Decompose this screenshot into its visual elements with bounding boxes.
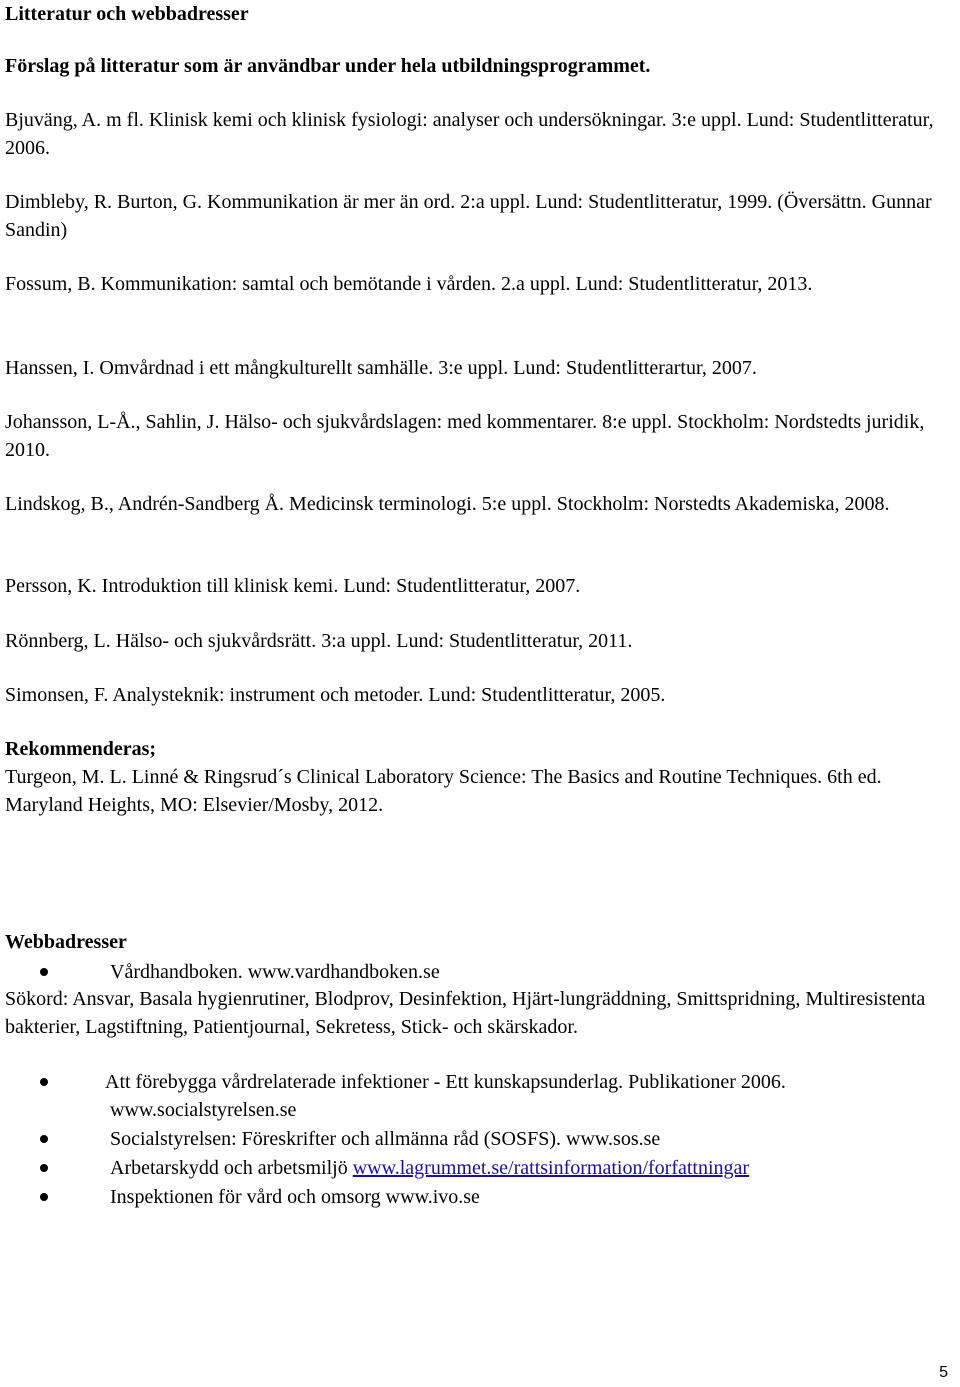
bullet-icon — [40, 968, 48, 976]
search-words: Sökord: Ansvar, Basala hygienrutiner, Blodprov, Desinfektion, Hjärt-lungräddning, Smittspridning, Multiresistenta bakterier, Lagstiftning, Patientjournal, Sekretess, Stick- och skärskador. — [5, 988, 926, 1038]
reference-item: Persson, K. Introduktion till klinisk kemi. Lund: Studentlitteratur, 2007. — [5, 575, 581, 597]
bullet-icon — [40, 1135, 48, 1143]
reference-item: Lindskog, B., Andrén-Sandberg Å. Medicinsk terminologi. 5:e uppl. Stockholm: Norstedts Akademiska, 2008. — [5, 493, 890, 515]
recommended-heading: Rekommenderas; — [5, 738, 157, 760]
bullet-icon — [40, 1193, 48, 1201]
web-item-text — [110, 1154, 955, 1182]
web-heading: Webbadresser — [5, 931, 127, 953]
web-list-item — [0, 1154, 955, 1182]
web-item-text: Inspektionen för vård och omsorg www.ivo.se — [110, 1186, 480, 1208]
recommended-reference: Turgeon, M. L. Linné & Ringsrud´s Clinical Laboratory Science: The Basics and Routine Techniques. 6th ed. Maryland Heights, MO: Elsevier/Mosby, 2012. — [5, 766, 882, 816]
page-title: Litteratur och webbadresser — [5, 3, 249, 25]
web-list-item — [0, 1068, 955, 1124]
bullet-icon — [40, 1164, 48, 1172]
reference-item: Simonsen, F. Analysteknik: instrument och metoder. Lund: Studentlitteratur, 2005. — [5, 684, 666, 706]
page-number: 5 — [939, 1364, 948, 1381]
reference-item: Hanssen, I. Omvårdnad i ett mångkulturellt samhälle. 3:e uppl. Lund: Studentlitterartur, 2007. — [5, 357, 757, 379]
lagrummet-link[interactable]: www.lagrummet.se/rattsinformation/forfattningar — [352, 1157, 750, 1179]
reference-item: Fossum, B. Kommunikation: samtal och bemötande i vården. 2.a uppl. Lund: Studentlitteratur, 2013. — [5, 273, 813, 295]
web-list-item — [0, 958, 955, 986]
web-item-text: Vårdhandboken. www.vardhandboken.se — [110, 961, 440, 983]
reference-item: Johansson, L-Å., Sahlin, J. Hälso- och sjukvårdslagen: med kommentarer. 8:e uppl. Stockholm: Nordstedts juridik, 2010. — [5, 411, 925, 461]
reference-item: Bjuväng, A. m fl. Klinisk kemi och klinisk fysiologi: analyser och undersökningar. 3:e uppl. Lund: Studentlitteratur, 2006. — [5, 109, 934, 159]
web-item-text: Att förebygga vårdrelaterade infektioner - Ett kunskapsunderlag. Publikationer 2006. — [105, 1071, 786, 1093]
web-list-item — [0, 1125, 955, 1153]
web-item-label: Arbetarskydd och arbetsmiljö — [110, 1157, 353, 1179]
web-list-item — [0, 1183, 955, 1211]
web-item-url[interactable]: www.socialstyrelsen.se — [110, 1099, 297, 1121]
web-item-text: Socialstyrelsen: Föreskrifter och allmänna råd (SOSFS). www.sos.se — [110, 1128, 661, 1150]
bullet-icon — [40, 1078, 48, 1086]
subtitle: Förslag på litteratur som är användbar under hela utbildningsprogrammet. — [5, 55, 651, 77]
reference-item: Rönnberg, L. Hälso- och sjukvårdsrätt. 3:a uppl. Lund: Studentlitteratur, 2011. — [5, 630, 633, 652]
reference-item: Dimbleby, R. Burton, G. Kommunikation är mer än ord. 2:a uppl. Lund: Studentlitteratur, 1999. (Översättn. Gunnar Sandin) — [5, 191, 932, 241]
